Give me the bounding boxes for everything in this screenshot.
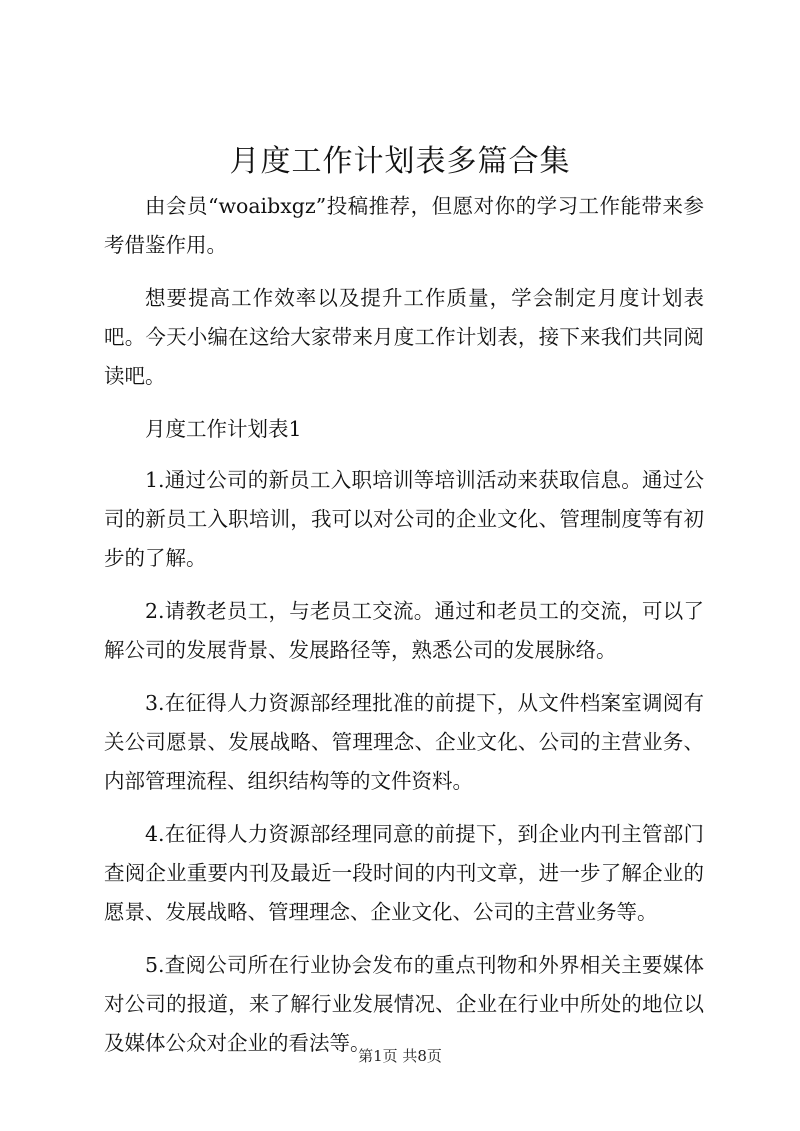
document-title: 月度工作计划表多篇合集 [229,144,571,179]
intro-paragraph: 想要提高工作效率以及提升工作质量，学会制定月度计划表吧。今天小编在这给大家带来月度工作计划表，接下来我们共同阅读吧。 [104,286,704,388]
intro-paragraph: 由会员“woaibxgz”投稿推荐，但愿对你的学习工作能带来参考借鉴作用。 [104,194,704,257]
list-item: 2.请教老员工，与老员工交流。通过和老员工的交流，可以了解公司的发展背景、发展路径等，熟悉公司的发展脉络。 [104,599,704,662]
section-heading: 月度工作计划表1 [145,417,302,441]
list-item: 5.查阅公司所在行业协会发布的重点刊物和外界相关主要媒体对公司的报道，来了解行业发展情况、企业在行业中所处的地位以及媒体公众对企业的看法等。 [104,953,704,1055]
document-body [104,187,704,1077]
page-number: 第1页 共8页 [358,1047,442,1065]
list-item: 3.在征得人力资源部经理批准的前提下，从文件档案室调阅有关公司愿景、发展战略、管理理念、企业文化、公司的主营业务、内部管理流程、组织结构等的文件资料。 [104,691,704,793]
list-item: 4.在征得人力资源部经理同意的前提下，到企业内刊主管部门查阅企业重要内刊及最近一段时间的内刊文章，进一步了解企业的愿景、发展战略、管理理念、企业文化、公司的主营业务等。 [104,822,704,924]
list-item: 1.通过公司的新员工入职培训等培训活动来获取信息。通过公司的新员工入职培训，我可以对公司的企业文化、管理制度等有初步的了解。 [104,468,704,570]
